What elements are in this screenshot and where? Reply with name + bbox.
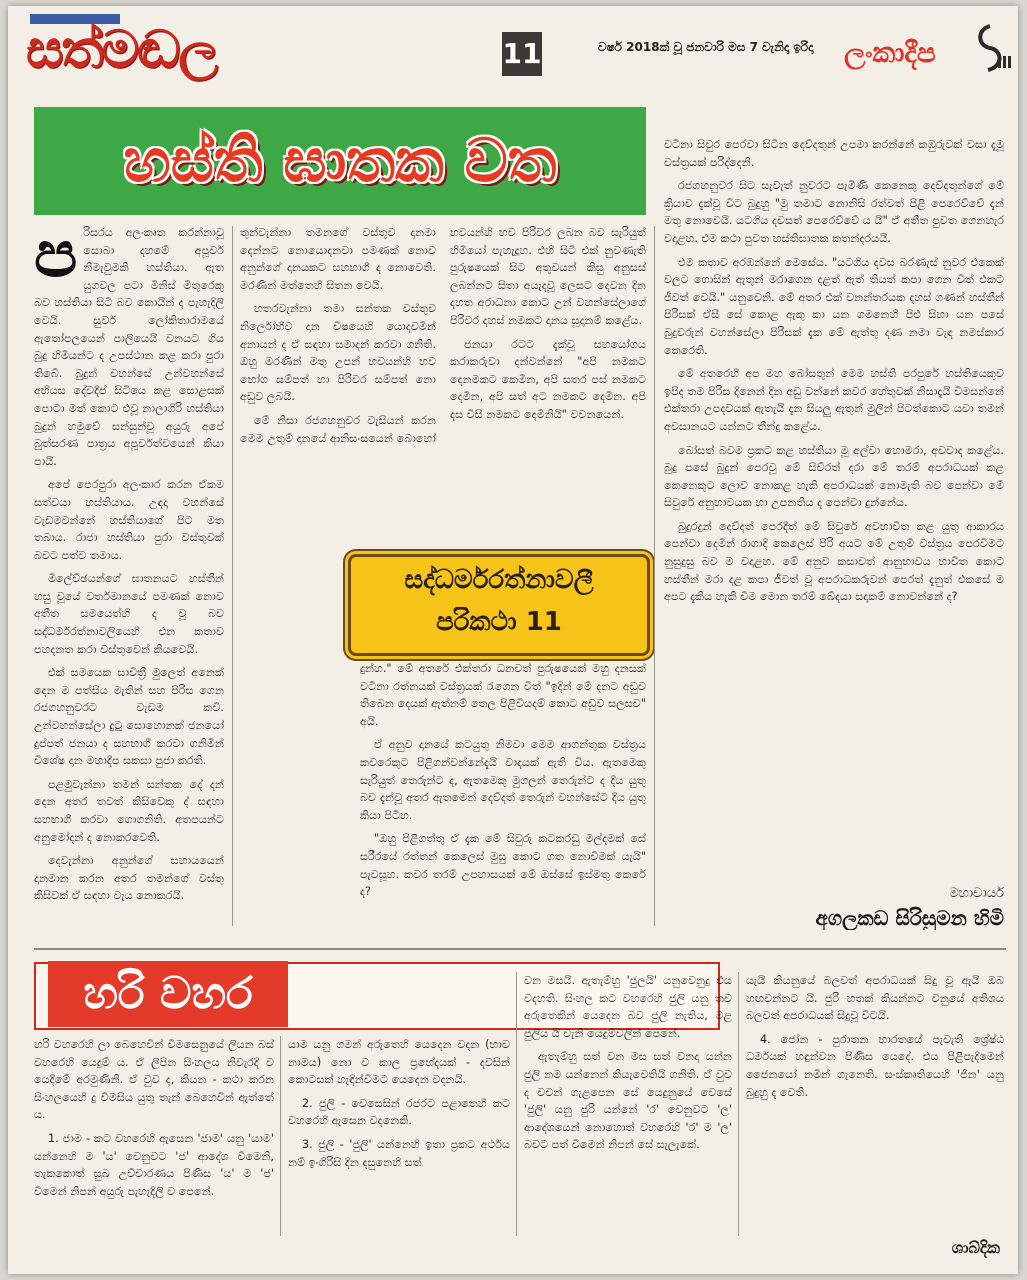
column-divider	[516, 972, 517, 1236]
lower-column-4	[746, 972, 1004, 1232]
article-paragraph: පරිසරය අලංකෘත කරන්නාවූ සොබා දහමේ අපූර්ව නිමැවුමකි හස්තියා. ඇත යුගවල පටා මිනිස් මිතුරෙකු බව හස්තියා සිටි බව කොයින් ද පැහැදිලි වෙයි. සුවර් ලෝකිතාරාමයේ ඇතෝපලයෙන් පාලියෙයි වනයට ගිය බුදු හිමියන්ට ද උපස්ථාන කළ කරා පුරා තිබේ. බුදුන් වහන්සේ උන්වහන්සේ අභියස දේවදීප් සිටියෙ කළ සොළසක් පොටා මත් කොට එවූ නාලාගිරි හස්තියා බුදුන් හමුවේ සන්සුන්වූ අයුරු අපේ බුත්සරණ පාත්‍රය අපූර්වත්වයෙන් කියා පායි.	[34, 224, 224, 468]
lower-paragraph: යාම යනු ගමන් අරුතෙහි යෙදෙන වදන (භාව නාමය) නො ව කාල ප්‍රභේදයක් - දවසින් කොටසක් හැඳින්වීමට යෙදෙන වදනයි.	[288, 1038, 510, 1087]
lower-paragraph: ඇතැම්හු සත් වන මස සත් වනදා යන්න ජුලි නම යන්නෙන් කියැවෙතියි ගනිති. ඒ වුව ද වචන් ගැළපෙන සේ යෙදුනුයේ වෙසේ 'ජුලි' යනු ජුරි යන්නේ 'ර' වෙනුවට 'ල' ආදේශයෙන් නොහොත් වහරෙහි 'ර' ම 'ල' බවට පත් වීමෙන් නිපන් සේ සැලැකේ.	[524, 1050, 732, 1152]
article-paragraph: හතරවැන්නා තමා සන්තක වස්තුව නිර්ලෝභීව දාන විෂයෙහි යොදවමින් අනායන් ද ඒ සඳහා සමාදන් කරවා ගනිති. ඔහු මරණින් මතු උපන් භවයන්හි භව භෝග සම්පත් හා පිරිවර සම්පත් නො අඩුව ලබයි.	[240, 302, 436, 404]
article-column-2b	[360, 660, 646, 930]
lower-feature-title: හරි වහර	[48, 961, 288, 1027]
article-paragraph: එක් සමයෙක සාවිත්‍රී මුලෙත් අනෙක් දෙන ම පත්සිය මැතින් සහ පිරිස ගෙන රජගහනුවරට වැඩම කවි. උන්වහන්සේලා දුටු සොහොනක් ජනයෝ දුප්පත් ජනයා ද සහභාගී කරවා ගනිමින් විශේෂ දාන මහාදීප සකසා පුජා කරති.	[34, 666, 224, 768]
dateline: වර්ෂ 2018ක් වූ ජනවාරි මස 7 වැනිදා ඉරිදා	[598, 40, 814, 54]
lower-paragraph: යැයි කියනුයේ බලවත් අපරාධයක් සිදු වූ ඇයි ඔබ හඟවන්නට යි. ජුරි හතක් කියන්නට වනුයේ අතිශය බලවත් අපරාධයක් සිදුවූ විටයි.	[746, 974, 1004, 1023]
column-divider	[738, 972, 739, 1236]
series-title: සද්ධර්මරත්නාවලී	[404, 565, 594, 595]
column-divider	[232, 226, 233, 926]
lower-paragraph: හරි වහරෙහි ලා බෙහෙවින් විමසෙනුයේ ලියන බස් වහරෙහි යෙදුම් ය. ඒ ලිපින සිංහලය නිවැරදි ව යෙදීමේ අරමුණිනි. ඒ වුව ද, කියන - කථා කරන සිංහලයෙහි දු විමසිය යුතු තැන් බෙහෙවින් ඇත්තේ ය.	[34, 1038, 274, 1122]
dropcap: ප	[34, 224, 78, 292]
lower-column-3	[524, 972, 732, 1236]
byline-name: අගලකඩ සිරිසුමන හිමි	[815, 906, 1004, 930]
article-paragraph: මේ අතරෙහි අප මහ බෝසතුන් මෙම හස්ති පරපුරේ හස්තියෙකුව ඉපිද තම පිරිස දිනෙන් දින අඩු වන්නේ කවර හේතුවක් නිසාදැයි විමසන්නේ එක්තරා උපදවයක් ඇතැයි දැන සියලු ඇතුන් මුලින් පිටත්කොට යවා තමන් අවසානයට යන්නට තීන්දු කළේය.	[664, 367, 1004, 433]
lower-column-2	[288, 1036, 510, 1236]
article-paragraph: එම කතාව අරඹන්නේ මෙසේය. "යටගිය දවස බරණැස් නුවර එකෙක් වලට ගොසින් ඇතුන් මරාගෙන දළත් ඇත් තියත් කපා ගෙන විත් එකට ජීවත් වෙයි." යනුවෙනි. මේ අතර එක් වනන්තරයක දහස් ගණන් හස්තීන් පිරිසක් ඒසී සේ කොළ ඇකු කා යන ගමනෙහි පිළු සිහා යන පසේ බුදුවරුන් වහන්සේලා පිරිසක් දැක මේ ඇත්තු දණ නමා වැඳ නමස්කාර කෙරෙති.	[664, 255, 1004, 357]
article-paragraph: තුන්වැන්නා තමනගේ වස්තුව දානමා දෙන්නට නොයොදනවා පමණක් නොව අනුන්ගේ දානයකට සහභාගී ද නොවෙති. මරණින් මත්තෙහි සිතන වෙයි.	[240, 226, 436, 292]
section-divider	[34, 948, 1006, 950]
publisher-logo-icon	[970, 20, 1014, 78]
article-paragraph: ඒ අනුව දානයේ කටයුතු නිමවා මෙම ආගන්තුක වස්ත්‍රය කවරෙකුට පිළිගන්වන්නේදැයි වාදයක් ඇති විය. ඇතමෙකු සැරියුත් තෙරුන්ට ද, ඇතමෙකු මුගලන් තෙරුන්ට ද දිය යුතු බව දැන්වූ අතර ඇතමෙන් දෙව්දත් තෙරුන් වහන්සේට දිය යුතු කියා පිටිහ.	[360, 738, 646, 822]
article-paragraph: ජනයා රටට දැක්වූ සහයෝගය කරාකරුවා දන්වන්නේ "අපි නමකට දෙනමකට කෙමින, අපි සතර පස් නමකට දෙමින, අපි සත් අට නමකට දෙමින. අපි දස විසි නමකට දෙමිනියි" වචනයෙන්.	[450, 337, 646, 421]
article-paragraph: බුදුරදුන් දෙව්දත් පෙරදීත් මේ සිවුරේ අවභාවිත කළ යුතු ආකාරය පෙන්වා දෙමින් රාගාදි කෙලෙස් පිරි අයට මේ උතුම් වස්ත්‍රය පෙරවීමට නුසුදුසු බව ම වදාළහ. මේ අනුව කසාවත් ආනුභාවය භාවිත කොට හස්තීන් මරා දළ කපා ජීවත් වූ අපරාධකරුවන් පෙරත් දැනුත් එකසේ ම අපට දැකිය හැකි වීම මොන තරම් ඛේදයා සදෘකම් නොවන්නේ ද?	[664, 519, 1004, 604]
section-title: සත්මඬල	[26, 20, 216, 80]
signoff: ශාබ්දික	[951, 1238, 1000, 1257]
lower-paragraph: 2. ජුලි - වෙසෙසින් රජරට පළාතෙහි කට වහරෙහි ඇසෙන වදනෙකි.	[288, 1096, 510, 1128]
article-paragraph: මිලේච්ඡයන්ගේ ඝාතනයට හස්තීන් හසු වූයේ වර්තමානයේ පමණක් නොව අතීත සමයෙත්හි ද වූ බව සද්ධර්මරත්නාවලියෙහි එන කතාව පහදනත කරා වස්තුවෙන් කියවෙයි.	[34, 572, 224, 656]
series-badge	[348, 554, 650, 656]
headline: හස්ති ඝාතක වත	[123, 126, 557, 196]
article-paragraph: බෝසත් බවම ප්‍රකට කළ හස්තියා මූ අල්වා හොමරා, අවවාද කළේය. බුදු පසේ බුදුන් පෙරවූ මේ සිව්රත් දරා මේ තරම් අපරාධයක් කළ කෙනෙකුට ලොව නොකළ හැකි අපරාධයක් නොමැති බව පෙන්වා මේ සිවුරේ අනුහාවයක හා උපනතිය ද පෙන්වා දුන්නේය.	[664, 443, 1004, 510]
lower-paragraph: 4. ජෝන - පුරාතන භාරතයේ පැවැති ශ්‍රේෂ්ඨ ධර්මයක් හඳුන්වන පිණිස යෙදේ. එය පිළිපැදිමෙන් ජෛනයෝ නමින් ගැනෙති. සංස්කෘතියෙහි 'ජින' යනු බුදුහු ද වෙති.	[746, 1032, 1004, 1099]
article-paragraph: මේ නිසා රජගහනුවර වැසියන් කරන මෙම උතුම් දානයේ ආනිසංසයෙන් බොහෝ භවයන්හි භව පිරිවර ලබන බව සැරියුත් හිමියෝ පැහැදූහ. එහි සිටි එක් නුවණැති පුරුෂයෙක් සිට අතුවයන් කිසු අනුසස් ලබන්නට සිතා අයැදවූ ලෙසට දෙවන දින දහත අරාධනා කොට උන් වහන්සේලාගේ පිරිවර දහස් නමකට දානය සූදානම් කළේය.	[240, 226, 646, 445]
page-number: 11	[502, 32, 542, 76]
article-paragraph: වටිනා සිවුර පෙරවා සිටින දෙව්දතුන් උපමා කරන්නේ කඹුරුවක් වසා දැමූ වස්ත්‍රයක් පරිද්දෙනි.	[664, 138, 1004, 169]
lower-paragraph: 1. ජාම - කට වහරෙහි ඇසෙන 'ජාම' යනු 'යාම' යන්නෙහි ම 'ය' වෙනුවට 'ජ' ආදේශ වීමෙනි, තැකකොත් සුඛ උච්චාරණය පිණිස 'ය' ම 'ජ' වීමෙන් නිපන් අයුරු පැහැදිලි ව පෙනේ.	[34, 1131, 274, 1198]
headline-banner	[34, 107, 646, 215]
article-paragraph: දෙවැන්නා අනුන්ගේ සහායයෙන් දානමාන කරන අතර තමන්ගේ වස්තු කිසිවක් ඒ සඳහා වැය නොකරයි.	[34, 854, 224, 903]
column-divider	[654, 226, 655, 926]
article-column-3	[664, 136, 1004, 878]
article-paragraph: රජගහනුවර සිට සැවැත් නුවරට පැමිණි කෙනෙකු දෙව්දතුන්ගේ මේ ක්‍රියාව දැක්වූ විට බුදුහු "මු තමාට නොනිසි රත්වත් පිළි පෙරෙව්වේ දැන් මතු නොවෙයි. යටගිය දවසත් පෙරෙව්වේ ය යි" ඒ අතීත පුවත ගෙනහැර වදාළහ. එම කථා පුවත හස්තිඝාතක කතන්දරයයි.	[664, 179, 1004, 245]
article-column-1	[34, 224, 224, 930]
article-column-2	[240, 224, 646, 544]
article-paragraph: අපේ පෙරපුරා අලංකාර කරන ඒකම සත්වයා හස්තියාය. උඳදා වහන්සේ වැඩමවන්නේ හස්තියාගේ පිට මත තබාය. රාජා හස්තියා පුරා වස්තුවක් බවට පත්ව තමාය.	[34, 478, 224, 562]
byline-role: මහාචාර්ය	[949, 886, 1004, 901]
series-episode: පරිකථා 11	[436, 607, 562, 637]
article-paragraph: පළමුවැන්නා තමන් සන්තක දේ දන් දෙන අතර තවත් කිසිවෙකු ද් සඳහා සහභාගී කරවා ගොගනිති. අතපයන්ට අනුමෝදන් ද නොකරවෙති.	[34, 777, 224, 844]
masthead: ලංකාදීප	[844, 36, 936, 69]
newspaper-page	[8, 6, 1018, 1274]
column-divider	[280, 1036, 281, 1236]
lower-paragraph: 3. ජුලි - 'ජුලි' යන්නෙහි ඉතා ප්‍රකට අර්ථය නම් ඉංගිරිසි දින දසුනෙහි සත්	[288, 1137, 510, 1169]
lower-paragraph: වන මසයි. ඇතැම්හු 'ජුලයි' යනුවෙනුදු එය වදහති. සිංහල කට වහරෙහි ජුලි යනු තව අරුතෙකින් යෙදෙන බව ජුලි නැතිය, මළ ජුලිය යි වැනි යෙදුම්වලින් පෙනේ.	[524, 974, 732, 1040]
article-paragraph: දුන්හ." මේ අතරේ එක්තරා ධනවත් පුරුෂයෙක් මහු දනසක් වටිනා රත්නයක් වස්ත්‍රයක් රැගෙන විත් "ඉදින් මේ දනට අඩුව තිබෙන දෙයක් ඇත්නම් තෙල පිළිවියදම් කොට අඩුව සලසව" අයි.	[360, 662, 646, 728]
lower-column-1	[34, 1036, 274, 1236]
article-paragraph: "ඔහු පිළිගත්තු ඒ දැක මේ සිවුරු කටකරඩු මල්දමක් සේ සරීරයේ රත්තන් කෙලෙස් මුසු කොට ගත නොවීමක් යැයි" පැවසූහ. කවර තරම් උපහාසයක් මේ ඔස්සේ ඉස්මතු කෙරේ ද?	[360, 832, 646, 899]
